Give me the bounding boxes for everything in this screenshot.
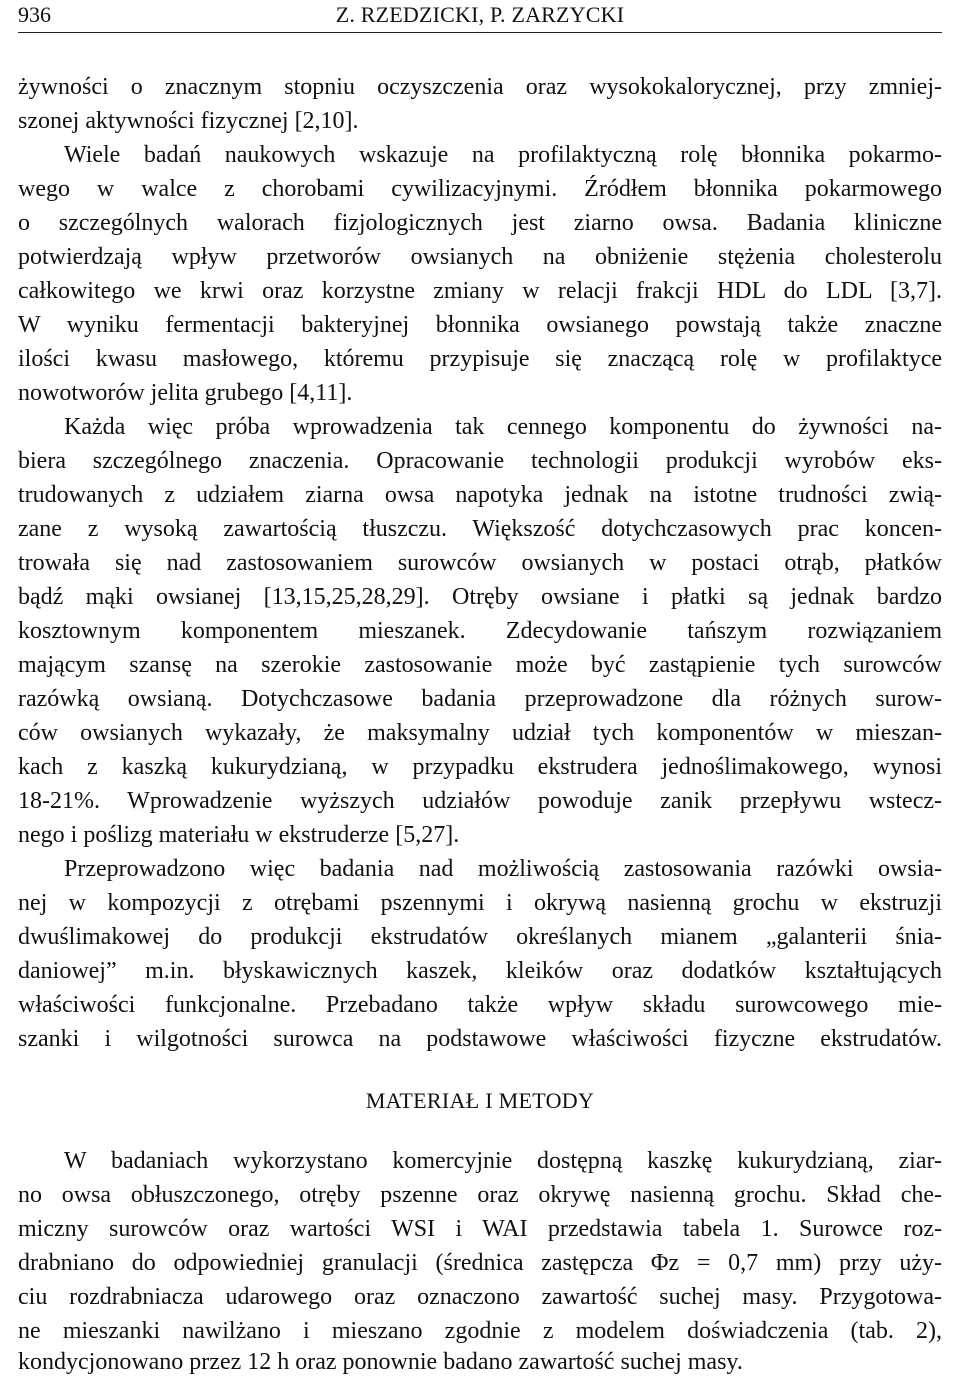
text-line: trowała się nad zastosowaniem surowców owsianych w postaci otrąb, płatków bbox=[18, 550, 942, 576]
text-line: miczny surowców oraz wartości WSI i WAI przedstawia tabela 1. Surowce roz- bbox=[18, 1216, 942, 1242]
text-line: 18-21%. Wprowadzenie wyższych udziałów powoduje zanik przepływu wstecz- bbox=[18, 788, 942, 814]
text-line: drabniano do odpowiedniej granulacji (średnica zastępcza Φz = 0,7 mm) przy uży- bbox=[18, 1250, 942, 1276]
page-header bbox=[18, 0, 942, 32]
text-line: dwuślimakowej do produkcji ekstrudatów określanych mianem „galanterii śnia- bbox=[18, 924, 942, 950]
text-line: ców owsianych wykazały, że maksymalny udział tych komponentów w mieszan- bbox=[18, 720, 942, 746]
text-line: no owsa obłuszczonego, otręby pszenne oraz okrywę nasienną grochu. Skład che- bbox=[18, 1182, 942, 1208]
text-line: nej w kompozycji z otrębami pszennymi i okrywą nasienną grochu w ekstruzji bbox=[18, 890, 942, 916]
text-line: biera szczególnego znaczenia. Opracowanie technologii produkcji wyrobów eks- bbox=[18, 448, 942, 474]
text-line: ciu rozdrabniacza udarowego oraz oznaczono zawartość suchej masy. Przygotowa- bbox=[18, 1284, 942, 1310]
text-line: kondycjonowano przez 12 h oraz ponownie badano zawartość suchej masy. bbox=[18, 1349, 743, 1375]
text-line: W badaniach wykorzystano komercyjnie dostępną kaszkę kukurydzianą, ziar- bbox=[64, 1148, 942, 1174]
text-line: trudowanych z udziałem ziarna owsa napotyka jednak na istotne trudności zwią- bbox=[18, 482, 942, 508]
text-line: szanki i wilgotności surowca na podstawowe właściwości fizyczne ekstrudatów. bbox=[18, 1026, 942, 1052]
text-line: właściwości funkcjonalne. Przebadano także wpływ składu surowcowego mie- bbox=[18, 992, 942, 1018]
section-heading: MATERIAŁ I METODY bbox=[365, 1088, 595, 1113]
text-line: zane z wysoką zawartością tłuszczu. Większość dotychczasowych prac koncen- bbox=[18, 516, 942, 542]
text-line: kosztownym komponentem mieszanek. Zdecydowanie tańszym rozwiązaniem bbox=[18, 618, 942, 644]
text-line: daniowej” m.in. błyskawicznych kaszek, kleików oraz dodatków kształtujących bbox=[18, 958, 942, 984]
text-line: nego i poślizg materiału w ekstruderze [5,27]. bbox=[18, 822, 460, 848]
text-line: bądź mąki owsianej [13,15,25,28,29]. Otręby owsiane i płatki są jednak bardzo bbox=[18, 584, 942, 610]
text-line: potwierdzają wpływ przetworów owsianych na obniżenie stężenia cholesterolu bbox=[18, 244, 942, 270]
text-line: mającym szansę na szerokie zastosowanie może być zastąpienie tych surowców bbox=[18, 652, 942, 678]
text-line: W wyniku fermentacji bakteryjnej błonnika owsianego powstają także znaczne bbox=[18, 312, 942, 338]
text-line: żywności o znacznym stopniu oczyszczenia oraz wysokokalorycznej, przy zmniej- bbox=[18, 74, 942, 100]
text-line: ne mieszanki nawilżano i mieszano zgodnie z modelem doświadczenia (tab. 2), bbox=[18, 1318, 942, 1344]
text-line: całkowitego we krwi oraz korzystne zmiany w relacji frakcji HDL do LDL [3,7]. bbox=[18, 278, 942, 304]
text-line: Każda więc próba wprowadzenia tak cennego komponentu do żywności na- bbox=[64, 414, 942, 440]
text-line: szonej aktywności fizycznej [2,10]. bbox=[18, 108, 359, 134]
text-line: nowotworów jelita grubego [4,11]. bbox=[18, 380, 353, 406]
text-line: o szczególnych walorach fizjologicznych jest ziarno owsa. Badania kliniczne bbox=[18, 210, 942, 236]
page-number: 936 bbox=[18, 2, 51, 27]
text-line: wego w walce z chorobami cywilizacyjnymi. Źródłem błonnika pokarmowego bbox=[18, 176, 942, 202]
running-head: Z. RZEDZICKI, P. ZARZYCKI bbox=[335, 2, 625, 27]
header-rule bbox=[18, 32, 942, 33]
text-line: ilości kwasu masłowego, któremu przypisuje się znaczącą rolę w profilaktyce bbox=[18, 346, 942, 372]
text-line: razówką owsianą. Dotychczasowe badania przeprowadzone dla różnych surow- bbox=[18, 686, 942, 712]
text-line: kach z kaszką kukurydzianą, w przypadku ekstrudera jednoślimakowego, wynosi bbox=[18, 754, 942, 780]
text-line: Przeprowadzono więc badania nad możliwością zastosowania razówki owsia- bbox=[64, 856, 942, 882]
text-line: Wiele badań naukowych wskazuje na profilaktyczną rolę błonnika pokarmo- bbox=[64, 142, 942, 168]
